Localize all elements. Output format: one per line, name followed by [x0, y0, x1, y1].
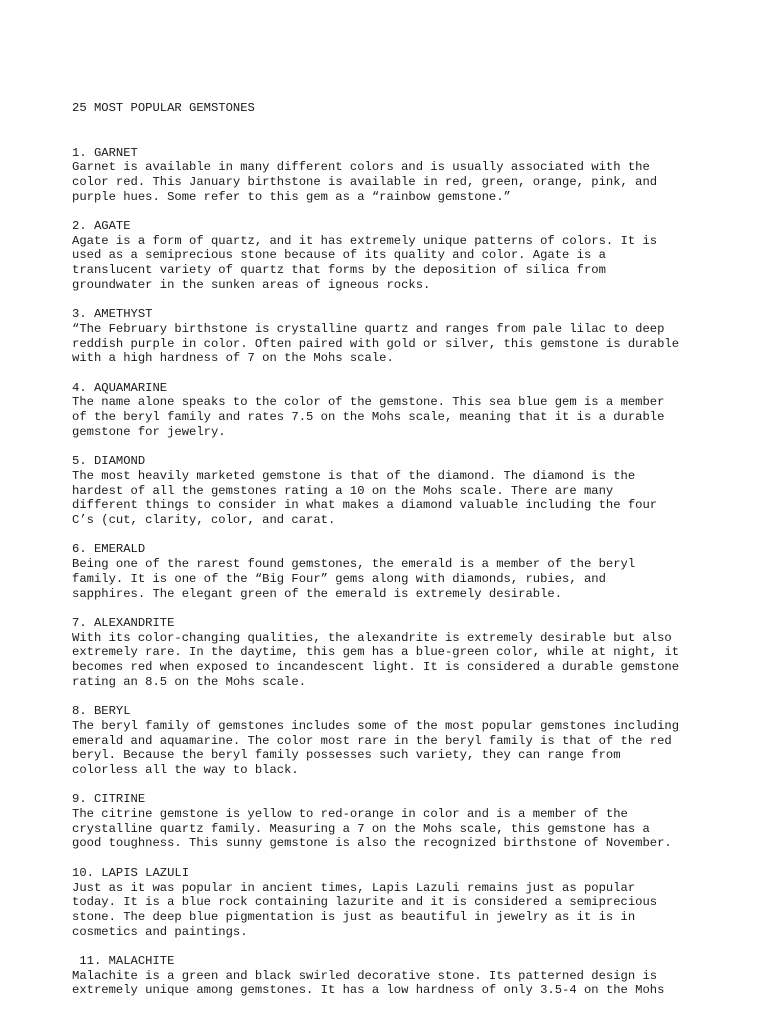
gemstone-entry [72, 704, 712, 778]
description-line: used as a semiprecious stone because of its quality and color. Agate is a [72, 248, 606, 263]
gemstone-description [72, 395, 712, 439]
gemstone-heading: 1. GARNET [72, 145, 138, 160]
description-line: becomes red when exposed to incandescent light. It is considered a durable gemstone [72, 660, 680, 675]
gemstone-description [72, 469, 712, 528]
description-line: reddish purple in color. Often paired with gold or silver, this gemstone is durable [72, 336, 680, 351]
description-line: Agate is a form of quartz, and it has extremely unique patterns of colors. It is [72, 233, 658, 248]
gemstone-description [72, 322, 712, 366]
description-line: color red. This January birthstone is available in red, green, orange, pink, and [72, 174, 658, 189]
gemstone-description [72, 881, 712, 940]
gemstone-entry [72, 542, 712, 601]
description-line: colorless all the way to black. [72, 762, 299, 777]
description-line: today. It is a blue rock containing lazurite and it is considered a semiprecious [72, 895, 658, 910]
gemstone-entry [72, 954, 712, 998]
gemstone-heading: 5. DIAMOND [72, 454, 146, 469]
description-line: stone. The deep blue pigmentation is just as beautiful in jewelry as it is in [72, 909, 636, 924]
gemstone-heading: 3. AMETHYST [72, 307, 153, 322]
gemstone-entry [72, 616, 712, 690]
description-line: Malachite is a green and black swirled decorative stone. Its patterned design is [72, 968, 658, 983]
gemstone-description [72, 807, 712, 851]
description-line: The citrine gemstone is yellow to red-orange in color and is a member of the [72, 807, 628, 822]
gemstone-list [72, 146, 712, 999]
gemstone-heading: 8. BERYL [72, 704, 131, 719]
gemstone-heading: 6. EMERALD [72, 542, 146, 557]
gemstone-heading: 10. LAPIS LAZULI [72, 865, 190, 880]
description-line: extremely rare. In the daytime, this gem has a blue-green color, while at night, it [72, 645, 680, 660]
gemstone-description [72, 234, 712, 293]
gemstone-entry [72, 219, 712, 293]
description-line: good toughness. This sunny gemstone is also the recognized birthstone of November. [72, 836, 672, 851]
description-line: translucent variety of quartz that forms by the deposition of silica from [72, 263, 606, 278]
description-line: The most heavily marketed gemstone is that of the diamond. The diamond is the [72, 468, 636, 483]
gemstone-entry [72, 381, 712, 440]
gemstone-heading: 2. AGATE [72, 219, 131, 234]
gemstone-description [72, 160, 712, 204]
gemstone-entry [72, 866, 712, 940]
gemstone-description [72, 719, 712, 778]
description-line: extremely unique among gemstones. It has a low hardness of only 3.5-4 on the Mohs [72, 983, 665, 998]
description-line: gemstone for jewelry. [72, 424, 226, 439]
gemstone-heading: 9. CITRINE [72, 792, 146, 807]
gemstone-entry [72, 792, 712, 851]
document-page [72, 72, 712, 1013]
gemstone-entry [72, 454, 712, 528]
gemstone-entry [72, 146, 712, 205]
description-line: C’s (cut, clarity, color, and carat. [72, 513, 336, 528]
description-line: The beryl family of gemstones includes some of the most popular gemstones including [72, 718, 680, 733]
description-line: emerald and aquamarine. The color most rare in the beryl family is that of the red [72, 733, 672, 748]
description-line: different things to consider in what makes a diamond valuable including the four [72, 498, 658, 513]
gemstone-entry [72, 307, 712, 366]
gemstone-heading: 7. ALEXANDRITE [72, 615, 175, 630]
description-line: Just as it was popular in ancient times, Lapis Lazuli remains just as popular [72, 880, 636, 895]
gemstone-description [72, 631, 712, 690]
description-line: sapphires. The elegant green of the emerald is extremely desirable. [72, 586, 563, 601]
description-line: family. It is one of the “Big Four” gems along with diamonds, rubies, and [72, 571, 606, 586]
description-line: of the beryl family and rates 7.5 on the Mohs scale, meaning that it is a durable [72, 410, 665, 425]
description-line: purple hues. Some refer to this gem as a “rainbow gemstone.” [72, 189, 511, 204]
description-line: groundwater in the sunken areas of igneous rocks. [72, 277, 431, 292]
description-line: crystalline quartz family. Measuring a 7 on the Mohs scale, this gemstone has a [72, 821, 650, 836]
gemstone-heading: 11. MALACHITE [72, 954, 175, 969]
description-line: Garnet is available in many different colors and is usually associated with the [72, 160, 650, 175]
document-title: 25 MOST POPULAR GEMSTONES [72, 101, 255, 116]
description-line: cosmetics and paintings. [72, 924, 248, 939]
description-line: with a high hardness of 7 on the Mohs scale. [72, 351, 394, 366]
description-line: Being one of the rarest found gemstones, the emerald is a member of the beryl [72, 557, 636, 572]
description-line: hardest of all the gemstones rating a 10 on the Mohs scale. There are many [72, 483, 614, 498]
gemstone-description [72, 557, 712, 601]
description-line: rating an 8.5 on the Mohs scale. [72, 674, 307, 689]
description-line: “The February birthstone is crystalline quartz and ranges from pale lilac to deep [72, 321, 665, 336]
description-line: With its color-changing qualities, the alexandrite is extremely desirable but also [72, 630, 672, 645]
gemstone-description [72, 969, 712, 998]
description-line: The name alone speaks to the color of the gemstone. This sea blue gem is a member [72, 395, 665, 410]
gemstone-heading: 4. AQUAMARINE [72, 380, 168, 395]
description-line: beryl. Because the beryl family possesses such variety, they can range from [72, 748, 621, 763]
